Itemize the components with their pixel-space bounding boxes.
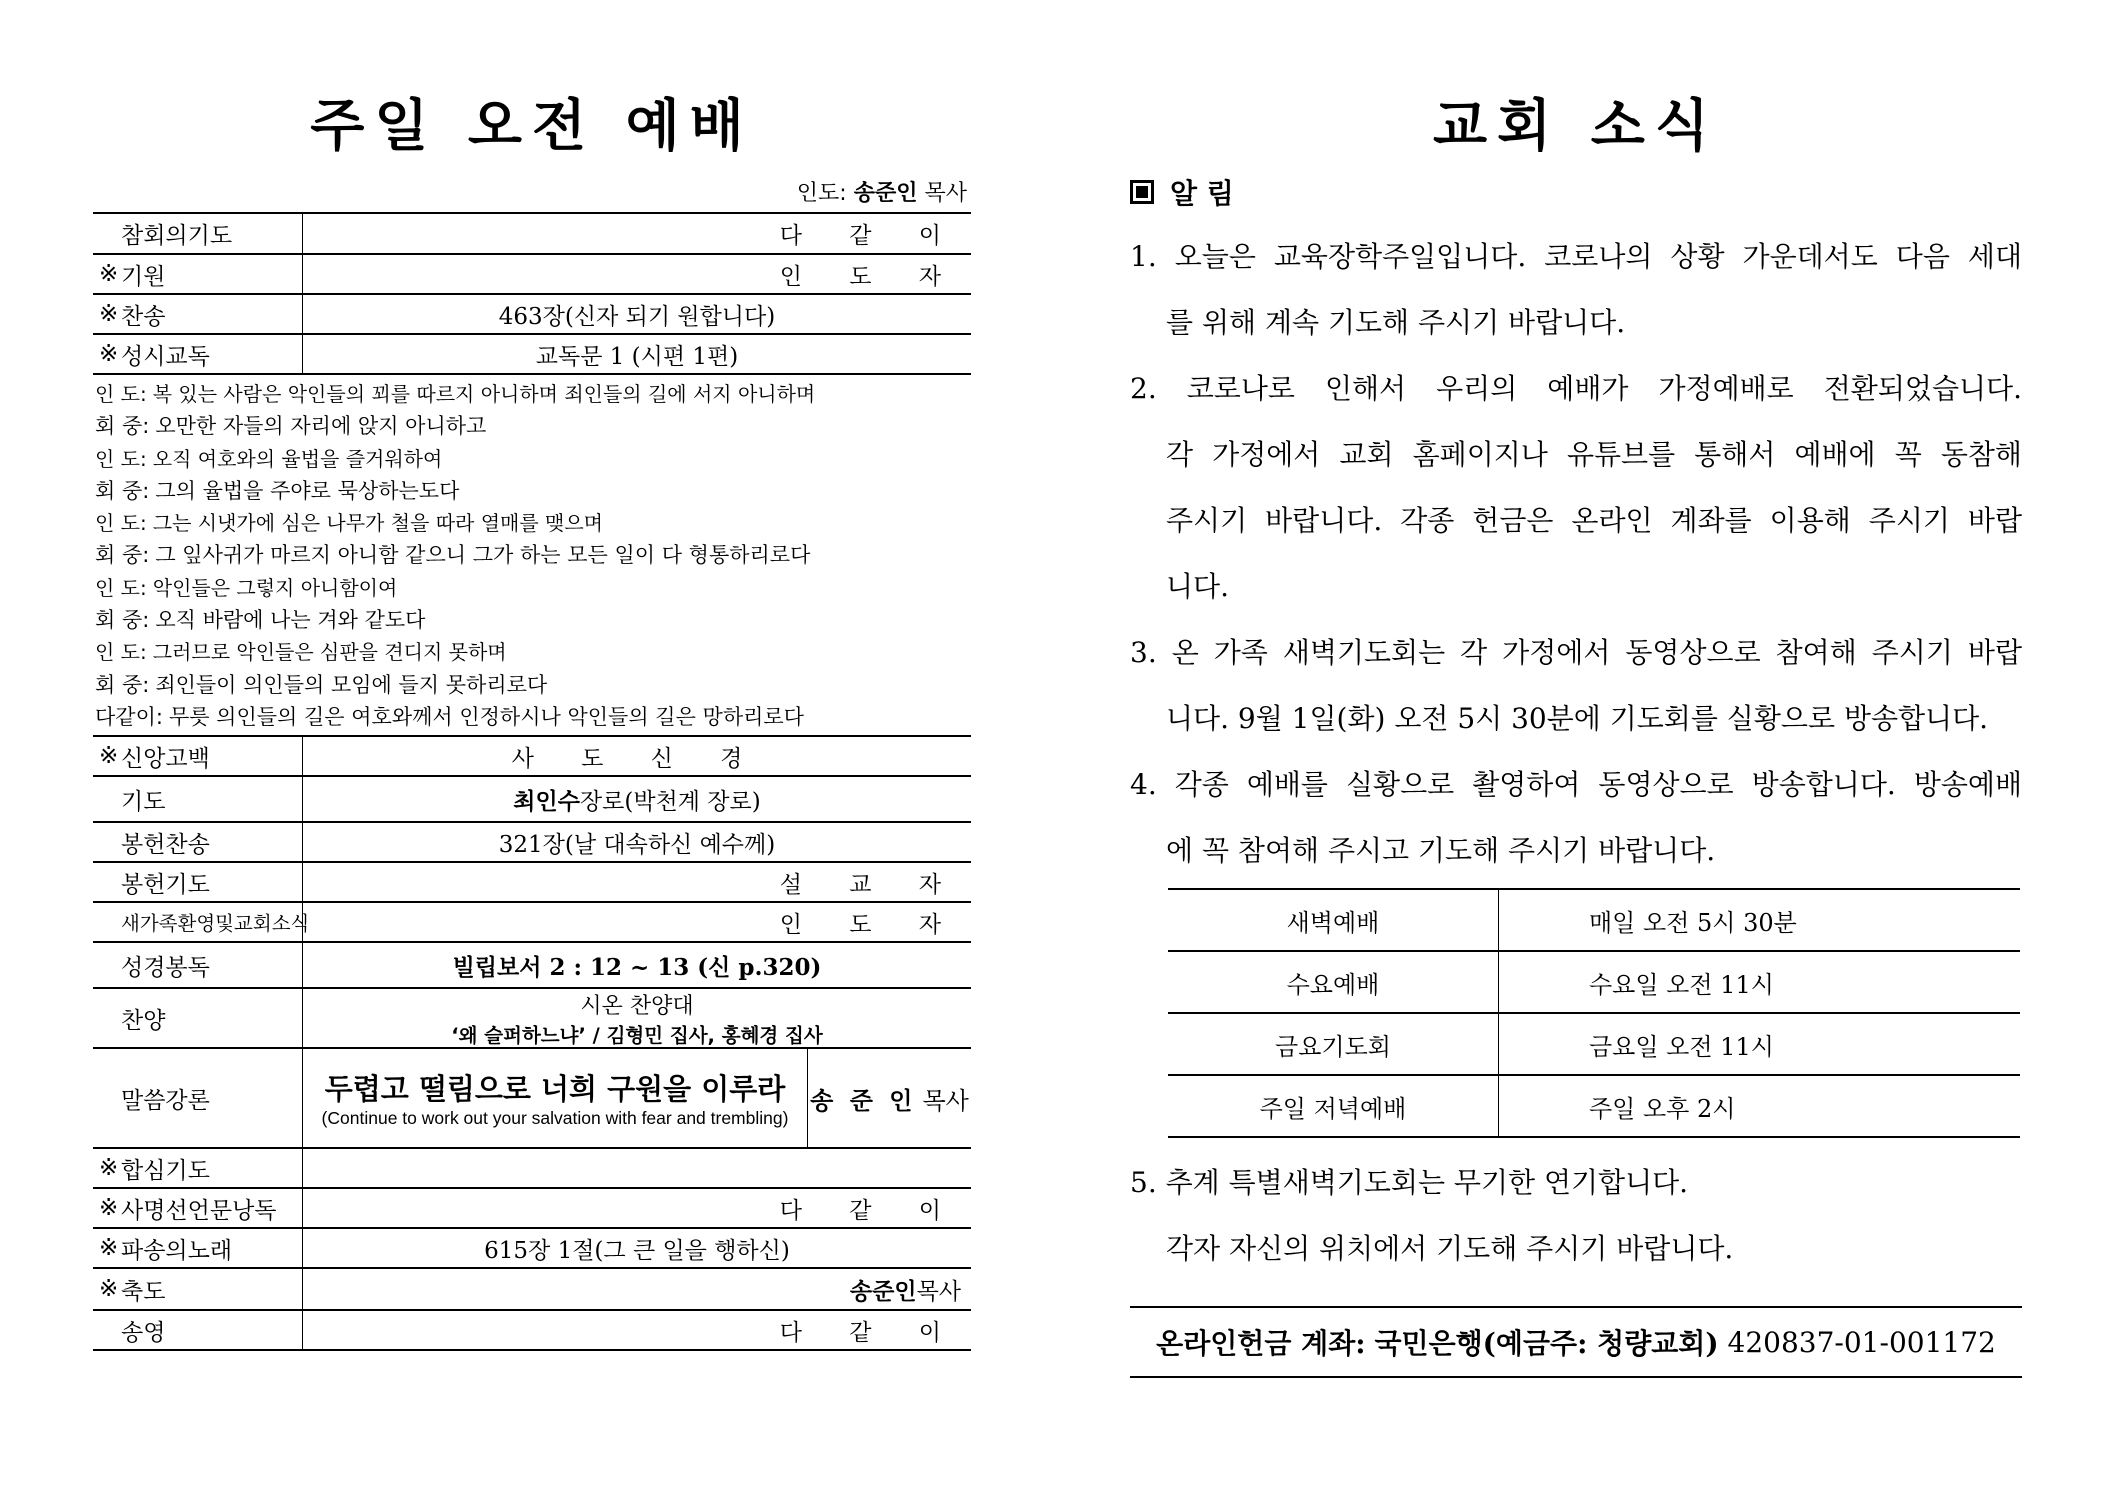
schedule-row [1168, 1013, 2020, 1075]
worship-item [93, 775, 971, 821]
required-standing-mark: ※ [99, 261, 119, 287]
reader-role: 회 중: [95, 478, 150, 503]
worship-item-choir [93, 987, 971, 1047]
announcement-line: 주시기 바랍니다. 각종 헌금은 온라인 계좌를 이용해 주시기 바랍 [1166, 504, 2022, 537]
announcement-line: 각 가정에서 교회 홈페이지나 유튜브를 통해서 예배에 꼭 동참해 [1166, 438, 2022, 471]
sermon-preacher [808, 1049, 971, 1147]
item-label [93, 1189, 303, 1227]
reading-text: 죄인들이 의인들의 모임에 들지 못하리로다 [155, 672, 548, 697]
item-value-text: 다 같 이 [779, 1197, 961, 1224]
worship-item [93, 212, 971, 253]
announcement-line: 1. 오늘은 교육장학주일입니다. 코로나의 상황 가운데서도 다음 세대 [1130, 240, 2022, 273]
square-bullet-icon [1130, 180, 1154, 204]
item-value-text: 321장(날 대속하신 예수께) [498, 831, 776, 858]
announcement-line: 니다. [1166, 570, 1229, 603]
item-value [303, 1149, 971, 1187]
schedule-row [1168, 1075, 2020, 1137]
responsive-line [95, 636, 969, 668]
item-label [93, 335, 303, 373]
item-label-text: 봉헌찬송 [121, 831, 210, 858]
item-label [93, 943, 303, 987]
person-name: 송준인 [849, 1278, 917, 1305]
item-value [303, 903, 971, 941]
worship-item-sermon [93, 1047, 971, 1147]
item-label [93, 1149, 303, 1187]
reader-role: 회 중: [95, 414, 150, 439]
item-label-text: 성경봉독 [121, 954, 210, 981]
item-label-text: 신앙고백 [121, 745, 210, 772]
service-schedule-table [1168, 888, 2020, 1138]
announcement-line: 2. 코로나로 인해서 우리의 예배가 가정예배로 전환되었습니다. [1130, 372, 2022, 405]
item-value [303, 335, 971, 373]
responsive-line [95, 410, 969, 442]
leader-prefix: 인도: [796, 181, 847, 206]
item-value-text: 다 같 이 [779, 1319, 961, 1346]
item-value-text: 교독문 1 (시편 1편) [535, 343, 739, 370]
announcement-line: 5. 추계 특별새벽기도회는 무기한 연기합니다. [1130, 1166, 1689, 1199]
reader-role: 인 도: [95, 446, 147, 471]
item-value-text: 사 도 신 경 [511, 745, 763, 772]
item-value [303, 737, 971, 775]
required-standing-mark: ※ [99, 341, 119, 367]
sermon-title-english: (Continue to work out your salvation with fear and trembling) [321, 1108, 789, 1129]
item-label-text: 참회의기도 [121, 223, 233, 249]
reading-text: 복 있는 사람은 악인들의 꾀를 따르지 아니하며 죄인들의 길에 서지 아니하며 [152, 382, 816, 406]
item-value-text: 다 같 이 [779, 223, 961, 249]
responsive-line [95, 539, 969, 571]
item-label-text: 파송의노래 [121, 1237, 233, 1264]
responsive-line [95, 669, 969, 701]
online-offering-account [1130, 1306, 2022, 1378]
worship-item [93, 1147, 971, 1187]
item-value [303, 1229, 971, 1267]
service-name: 새벽예배 [1168, 889, 1499, 951]
item-value [303, 823, 971, 861]
item-value [303, 943, 971, 987]
service-leader [93, 176, 971, 212]
item-value-text: 인 도 자 [779, 263, 961, 290]
news-title: 교회 소식 [1433, 94, 1719, 159]
reader-role: 다같이: [95, 704, 163, 729]
reading-text: 오만한 자들의 자리에 앉지 아니하고 [155, 414, 487, 439]
item-label-text: 성시교독 [121, 343, 210, 370]
item-label [93, 295, 303, 333]
item-label-text: 축도 [121, 1278, 166, 1305]
required-standing-mark: ※ [99, 1195, 119, 1222]
responsive-line [95, 507, 969, 539]
item-label [93, 1269, 303, 1309]
account-label: 온라인헌금 계좌: [1156, 1327, 1366, 1360]
service-name: 주일 저녁예배 [1168, 1075, 1499, 1137]
item-value [303, 255, 971, 293]
item-label [93, 777, 303, 821]
item-value-text: 인 도 자 [779, 911, 961, 938]
schedule-row [1168, 889, 2020, 951]
item-label-text: 송영 [121, 1319, 166, 1346]
item-value-text: 빌립보서 2 : 12 ~ 13 (신 p.320) [452, 953, 822, 981]
reading-text: 그러므로 악인들은 심판을 견디지 못하며 [152, 640, 507, 665]
item-value [303, 1311, 971, 1349]
worship-item [93, 861, 971, 901]
item-label-text: 사명선언문낭독 [121, 1197, 277, 1224]
worship-item [93, 1227, 971, 1267]
order-of-worship [93, 176, 971, 1351]
reading-text: 그의 율법을 주야로 묵상하는도다 [155, 478, 460, 503]
required-standing-mark: ※ [99, 301, 119, 327]
item-value-text: 목사 [916, 1278, 961, 1305]
reader-role: 인 도: [95, 382, 147, 406]
item-label-text: 봉헌기도 [121, 871, 210, 898]
choir-name: 시온 찬양대 [580, 993, 694, 1019]
reader-role: 인 도: [95, 640, 147, 665]
responsive-line [95, 572, 969, 604]
service-time: 금요일 오전 11시 [1499, 1013, 2021, 1075]
account-bank: 국민은행(예금주: 청량교회) [1374, 1327, 1719, 1360]
service-time: 매일 오전 5시 30분 [1499, 889, 2021, 951]
reading-text: 오직 여호와의 율법을 즐거워하여 [152, 446, 443, 471]
item-label-text: 새가족환영및교회소식 [121, 912, 310, 936]
sermon-title [303, 1049, 808, 1147]
item-label [93, 1311, 303, 1349]
leader-suffix: 목사 [924, 181, 967, 206]
worship-item [93, 735, 971, 775]
item-label [93, 214, 303, 253]
announcement-line: 4. 각종 예배를 실황으로 촬영하여 동영상으로 방송합니다. 방송예배 [1130, 768, 2022, 801]
announcement-line: 3. 온 가족 새벽기도회는 각 가정에서 동영상으로 참여해 주시기 바랍 [1130, 636, 2022, 669]
worship-item [93, 1267, 971, 1309]
required-standing-mark: ※ [99, 1276, 119, 1303]
responsive-line [95, 701, 969, 733]
worship-item [93, 253, 971, 293]
preacher-title: 목사 [922, 1086, 969, 1115]
reading-text: 무릇 의인들의 길은 여호와께서 인정하시나 악인들의 길은 망하리로다 [168, 704, 804, 729]
worship-item [93, 1187, 971, 1227]
reader-role: 인 도: [95, 511, 147, 536]
announcement-line: 를 위해 계속 기도해 주시기 바랍니다. [1166, 306, 1626, 339]
responsive-line [95, 604, 969, 636]
sermon-title-korean: 두렵고 떨림으로 너희 구원을 이루라 [324, 1072, 786, 1107]
item-label: 말씀강론 [93, 1049, 303, 1147]
item-label-text: 기도 [121, 788, 166, 815]
worship-title: 주일 오전 예배 [310, 94, 754, 159]
item-label-text: 기원 [121, 263, 166, 290]
schedule-row [1168, 951, 2020, 1013]
item-value [303, 1269, 971, 1309]
service-name: 금요기도회 [1168, 1013, 1499, 1075]
item-value-text: 설 교 자 [779, 871, 961, 898]
responsive-line [95, 443, 969, 475]
item-value-text: 615장 1절(그 큰 일을 행하신) [484, 1237, 790, 1264]
reading-text: 악인들은 그렇지 아니함이여 [152, 575, 398, 600]
item-label [93, 903, 310, 941]
reader-role: 회 중: [95, 543, 150, 568]
announcement-line: 니다. 9월 1일(화) 오전 5시 30분에 기도회를 실황으로 방송합니다. [1166, 702, 1989, 735]
item-label [93, 823, 303, 861]
worship-item [93, 293, 971, 333]
item-value [303, 214, 971, 253]
reader-role: 회 중: [95, 608, 150, 633]
announcement-line: 에 꼭 참여해 주시고 기도해 주시기 바랍니다. [1166, 834, 1716, 867]
account-number: 420837-01-001172 [1727, 1325, 1996, 1359]
service-time: 수요일 오전 11시 [1499, 951, 2021, 1013]
announcements-heading: 알 림 [1130, 170, 2022, 218]
service-name: 수요예배 [1168, 951, 1499, 1013]
item-value-text: 장로(박천계 장로) [579, 788, 761, 815]
reader-role: 인 도: [95, 575, 147, 600]
item-label [93, 255, 303, 293]
item-label [93, 737, 303, 775]
service-time: 주일 오후 2시 [1499, 1075, 2021, 1137]
item-value-text: 463장(신자 되기 원합니다) [498, 303, 776, 330]
worship-item [93, 901, 971, 941]
required-standing-mark: ※ [99, 1235, 119, 1262]
item-label [93, 863, 303, 901]
item-label-text: 찬송 [121, 303, 166, 330]
reading-text: 그 잎사귀가 마르지 아니함 같으니 그가 하는 모든 일이 다 형통하리로다 [155, 543, 811, 568]
reader-role: 회 중: [95, 672, 150, 697]
worship-item [93, 1309, 971, 1351]
reading-text: 오직 바람에 나는 겨와 같도다 [155, 608, 426, 633]
responsive-line [95, 378, 969, 410]
worship-item [93, 941, 971, 987]
item-value [303, 777, 971, 821]
item-value [303, 1189, 971, 1227]
choir-song: ‘왜 슬퍼하느냐’ / 김형민 집사, 홍혜경 집사 [451, 1023, 823, 1047]
announcement-line: 각자 자신의 위치에서 기도해 주시기 바랍니다. [1166, 1232, 1734, 1265]
leader-name: 송준인 [853, 181, 918, 206]
item-value [303, 295, 971, 333]
item-label [93, 1229, 303, 1267]
person-name: 최인수 [513, 788, 580, 815]
preacher-name: 송 준 인 [810, 1086, 917, 1115]
choir-value [303, 989, 971, 1047]
item-label-text: 합심기도 [121, 1157, 210, 1184]
reading-text: 그는 시냇가에 심은 나무가 철을 따라 열매를 맺으며 [152, 511, 603, 536]
worship-item [93, 333, 971, 373]
responsive-line [95, 475, 969, 507]
item-label: 찬양 [93, 989, 303, 1047]
responsive-reading [93, 373, 971, 735]
church-news [1130, 170, 2022, 1378]
worship-item [93, 821, 971, 861]
item-value [303, 863, 971, 901]
required-standing-mark: ※ [99, 1155, 119, 1182]
required-standing-mark: ※ [99, 743, 119, 770]
